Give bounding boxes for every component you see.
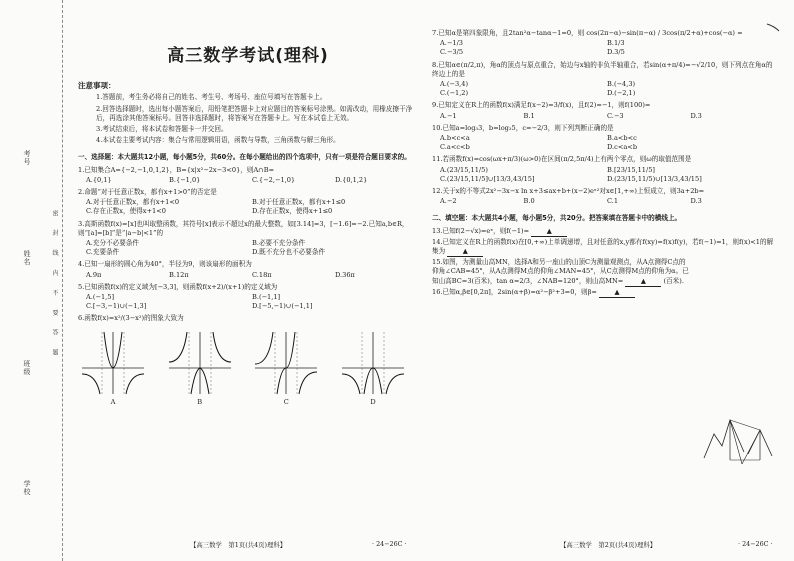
- exam-title: 高三数学考试(理科): [167, 46, 329, 66]
- section-choice-heading: 一、选择题：本大题共12小题，每小题5分，共60分。在每小题给出的四个选项中，只有一项是符合题目要求的。: [78, 153, 411, 162]
- q6-graph-options: [78, 328, 408, 407]
- q9-options: [440, 112, 774, 121]
- option: B.[23/15,11/5]: [607, 165, 655, 174]
- option: B.必要不充分条件: [252, 239, 306, 248]
- seal-text: 密 封 线 内 不 要 答 题: [51, 210, 58, 362]
- question-14: [432, 238, 774, 257]
- option: D.3/5: [607, 48, 625, 57]
- q11-options: [440, 166, 774, 184]
- page-left: [78, 28, 418, 407]
- option: C.(−1,2): [440, 89, 469, 98]
- question-1: 1.已知集合A={−2,−1,0,1,2}，B={x|x²−2x−3<0}，则A∩B=: [78, 165, 275, 174]
- option: A.−1: [440, 111, 457, 120]
- notice-item: 3.考试结束后，将本试卷和答题卡一并交回。: [96, 125, 228, 134]
- graph-option-b: [165, 328, 235, 407]
- option: D.3: [690, 111, 702, 120]
- graph-c-plot: [251, 328, 321, 398]
- graph-label: A: [110, 397, 116, 406]
- corner-mark-icon: [766, 22, 780, 32]
- q1-options: [86, 176, 418, 185]
- q4-options: [86, 271, 418, 280]
- graph-b-plot: [165, 328, 235, 398]
- option: B.{−1,0}: [169, 175, 201, 184]
- question-16: [432, 288, 774, 298]
- option: A.−1/3: [440, 39, 463, 48]
- question-13: [432, 227, 774, 237]
- graph-label: B: [197, 397, 203, 406]
- option: A.b<c<a: [440, 134, 470, 143]
- footer-page-1: 【高三数学 第1页(共4页)理科】: [190, 541, 287, 549]
- option: D.c<a<b: [607, 143, 638, 152]
- section-fill-heading: 二、填空题：本大题共4小题，每小题5分，共20分。把答案填在答题卡中的横线上。: [432, 214, 682, 223]
- option: C.[−3,−1)∪(−1,3]: [86, 302, 147, 311]
- graph-option-a: [78, 328, 148, 407]
- mountain-figure-icon: [700, 400, 780, 470]
- option: D.3: [690, 197, 702, 206]
- question-8: 8.已知α∈(π/2,π)，角α的顶点与原点重合，始边与x轴的非负半轴重合，若sin(α+π/4)=−√2/10，则下列点在角α的终边上的是: [432, 60, 773, 78]
- question-12: 12.关于x的不等式2x²−3x−x ln x+3≤ax+b+(x−2)eˣ²对x∈[1,+∞)上恒成立，则3a+2b=: [432, 187, 705, 196]
- notice-item: 2.回答选择题时，选出每小题答案后，用铅笔把答题卡上对应题目的答案标号涂黑。如需改动，用橡皮擦干净后，再选涂其他答案标号。回答非选择题时，将答案写在答题卡上。写在本试卷上无效。: [96, 104, 413, 122]
- option: D.存在正数x，使得x+1≤0: [252, 207, 333, 216]
- option: B.对于任意正数x，都有x+1≤0: [252, 198, 346, 207]
- graph-label: D: [370, 397, 376, 406]
- q8-options: [440, 80, 774, 98]
- option: C.(23/15,11/5]∪[13/3,43/15]: [440, 174, 535, 183]
- option: B.a<b<c: [607, 134, 637, 143]
- footer-code-1: · 24−26C ·: [372, 540, 407, 548]
- option: D.(23/15,11/5)∪[13/3,43/15]: [607, 174, 702, 183]
- graph-a-plot: [78, 328, 148, 398]
- option: A.对于任意正数x，都有x+1<0: [86, 198, 180, 207]
- name-label: 姓名: [23, 250, 31, 266]
- notice-title: 注意事项：: [78, 81, 116, 91]
- binding-margin: [0, 0, 63, 561]
- footer-page-2: 【高三数学 第2页(共4页)理科】: [560, 541, 657, 549]
- graph-label: C: [283, 397, 289, 406]
- option: D.(−2,1): [607, 89, 636, 98]
- graph-option-c: [251, 328, 321, 407]
- option: D.[−5,−1)∪(−1,1]: [252, 302, 313, 311]
- question-15-text: 15.如图，为测量山高MN，选择A和另一座山的山顶C为测量观测点，从A点测得C点的仰角∠CAB=45°，从A点测得M点的仰角∠MAN=45°，从C点测得M点的仰角为α。已知山高BC=3(百米)，tan α=2/3，∠NAB=120°，则山高MN=: [432, 258, 689, 285]
- question-6: 6.函数f(x)=x²/(3−x²)的图象大致为: [78, 314, 184, 323]
- option: B.12π: [169, 270, 189, 279]
- option: C.{−2,−1,0}: [252, 175, 296, 184]
- option: D.既不充分也不必要条件: [252, 248, 326, 257]
- question-15-unit: (百米).: [663, 276, 684, 285]
- question-2: 2.命题“对于任意正数x，都有x+1>0”的否定是: [78, 188, 217, 197]
- option: C.−3/5: [440, 48, 464, 57]
- school-label: 学校: [23, 480, 31, 496]
- answer-blank: ▲: [447, 247, 483, 257]
- option: C.18π: [252, 270, 272, 279]
- option: C.−3: [607, 111, 624, 120]
- option: B.(−1,1]: [252, 293, 281, 302]
- option: A.充分不必要条件: [86, 239, 140, 248]
- option: A.{0,1}: [86, 175, 112, 184]
- q3-options: [86, 239, 418, 257]
- answer-blank: ▲: [531, 227, 567, 237]
- exam-no-label: 考号: [23, 150, 31, 166]
- question-11: 11.若函数f(x)=cos(ωx+π/3)(ω>0)在区间(π/2,5π/4)上有两个零点，则ω的取值范围是: [432, 155, 692, 164]
- option: C.a<c<b: [440, 143, 470, 152]
- notice-item: 1.答题前，考生务必将自己的姓名、考生号、考场号、座位号填写在答题卡上。: [96, 93, 327, 102]
- option: B.1/3: [607, 39, 625, 48]
- question-4: 4.已知一扇形的圆心角为40°，半径为9，则该扇形的面积为: [78, 260, 252, 269]
- answer-blank: ▲: [625, 277, 661, 287]
- q12-options: [440, 197, 774, 206]
- option: B.1: [523, 111, 535, 120]
- question-14-text: 14.已知定义在R上的函数f(x)在[0,+∞)上单调递增，且对任意的x,y都有f(xy)=f(x)f(y)，若f(−1)=1，则f(x)<1的解集为: [432, 237, 774, 256]
- option: C.1: [607, 197, 619, 206]
- question-15: [432, 258, 692, 287]
- option: A.(−1,5]: [86, 293, 115, 302]
- q5-options: [86, 293, 418, 311]
- option: C.存在正数x，使得x+1<0: [86, 207, 166, 216]
- q2-options: [86, 198, 418, 216]
- question-9: 9.已知定义在R上的函数f(x)满足f(x−2)=3/f(x)，且f(2)=−1，则f(100)=: [432, 101, 651, 110]
- option: D.{0,1,2}: [335, 175, 368, 184]
- question-13-text: 13.已知f(2−√x)=eˣ，则f(−1)=: [432, 226, 530, 235]
- option: A.(−3,4): [440, 80, 469, 89]
- option: A.9π: [86, 270, 102, 279]
- graph-d-plot: [338, 328, 408, 398]
- question-5: 5.已知函数f(x)的定义域为[−3,3]，则函数f(x+2)/(x+1)的定义域为: [78, 282, 278, 291]
- q7-options: [440, 39, 774, 57]
- option: B.(−4,3): [607, 80, 636, 89]
- question-10: 10.已知a=log₃3，b=log₃5，c=−2/3，则下列判断正确的是: [432, 123, 614, 132]
- option: B.0: [523, 197, 535, 206]
- question-7: 7.已知α是第四象限角，且2tan²α−tanα−1=0，则 cos(2π−α)−sin(π−α) / 3cos(π/2+α)+cos(−α) =: [432, 29, 743, 37]
- graph-option-d: [338, 328, 408, 407]
- class-label: 班级: [23, 360, 31, 376]
- option: A.(23/15,11/5): [440, 165, 488, 174]
- question-16-text: 16.已知α,β∈[0,2π]，2sin(α+β)=α²−β²+3=0，则β=: [432, 287, 597, 296]
- notice-item: 4.本试卷主要考试内容：集合与常用逻辑用语，函数与导数，三角函数与解三角形。: [96, 136, 340, 145]
- option: A.−2: [440, 197, 457, 206]
- question-3: 3.高斯函数f(x)=[x]也叫取整函数，其符号[x]表示不超过x的最大整数，如[3.14]=3，[−1.6]=−2.已知a,b∈R，则“[a]=[b]”是“|a−b|<1”的: [78, 219, 409, 237]
- footer-code-2: · 24−26C ·: [738, 540, 773, 548]
- option: D.36π: [335, 270, 355, 279]
- answer-blank: ▲: [599, 288, 635, 298]
- option: C.充要条件: [86, 248, 120, 257]
- page-right: [432, 28, 774, 299]
- q10-options: [440, 134, 774, 152]
